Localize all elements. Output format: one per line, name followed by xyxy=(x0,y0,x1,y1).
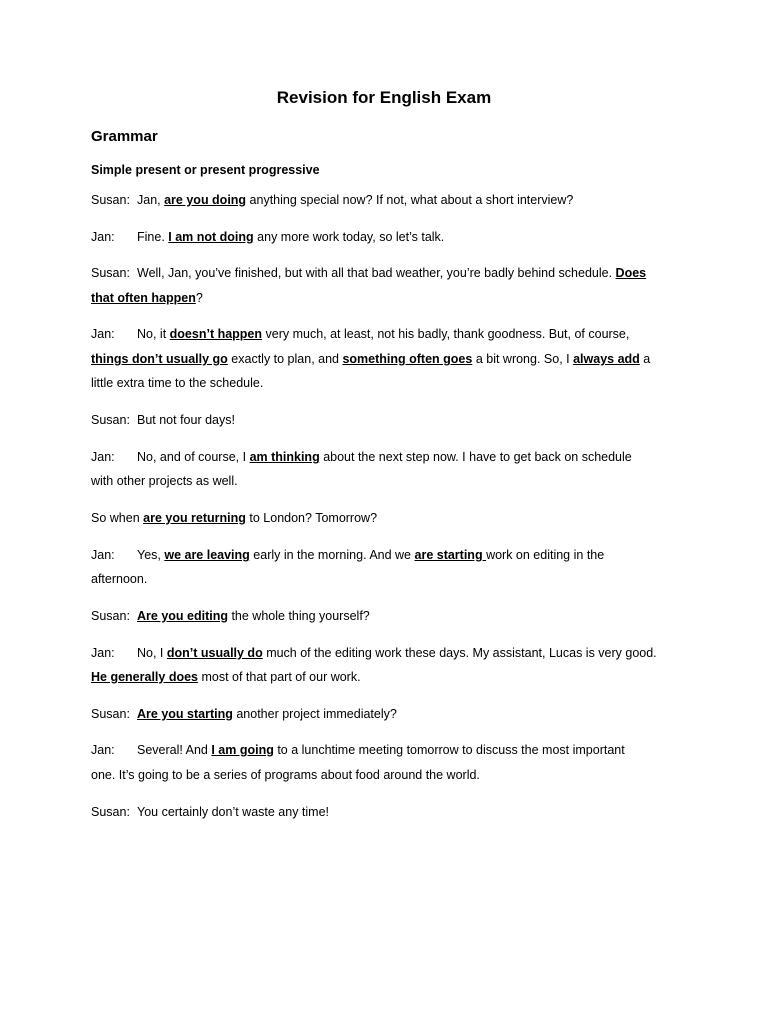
section-heading: Grammar xyxy=(91,128,158,145)
underlined-verb-phrase: I am not doing xyxy=(168,230,254,244)
line-text: about the next step now. I have to get back on schedule xyxy=(319,450,632,464)
dialogue-line xyxy=(91,411,235,429)
line-text: work on editing in the xyxy=(486,548,605,562)
underlined-verb-phrase: am thinking xyxy=(249,450,320,464)
line-text: Jan, xyxy=(137,193,165,207)
line-text: No, and of course, I xyxy=(137,450,250,464)
dialogue-line xyxy=(91,803,329,821)
speaker-label: Susan: xyxy=(91,413,130,427)
dialogue-line xyxy=(91,644,657,662)
line-text: another project immediately? xyxy=(232,707,397,721)
underlined-verb-phrase: I am going xyxy=(211,743,274,757)
dialogue-line xyxy=(91,741,625,759)
underlined-verb-phrase: doesn’t happen xyxy=(169,327,263,341)
speaker-label: Jan: xyxy=(91,646,115,660)
line-text: But not four days! xyxy=(137,413,235,427)
line-text: Fine. xyxy=(137,230,169,244)
underlined-verb-phrase: Are you editing xyxy=(137,609,228,623)
speaker-label: Susan: xyxy=(91,609,130,623)
dialogue-line xyxy=(91,350,650,368)
line-text: to a lunchtime meeting tomorrow to discuss the most important xyxy=(273,743,625,757)
dialogue-line xyxy=(91,472,238,490)
dialogue-line xyxy=(91,766,480,784)
line-text: No, I xyxy=(137,646,167,660)
underlined-verb-phrase: are you returning xyxy=(143,511,246,525)
dialogue-line xyxy=(91,325,629,343)
line-text: any more work today, so let’s talk. xyxy=(253,230,445,244)
dialogue-line xyxy=(91,191,573,209)
dialogue-line xyxy=(91,289,203,307)
underlined-verb-phrase: always add xyxy=(573,352,640,366)
underlined-verb-phrase: are you doing xyxy=(164,193,247,207)
dialogue-line xyxy=(91,607,370,625)
dialogue-line xyxy=(91,228,444,246)
line-text: to London? Tomorrow? xyxy=(245,511,378,525)
line-text: a bit wrong. So, I xyxy=(472,352,574,366)
line-text: Several! And xyxy=(137,743,212,757)
line-text: one. It’s going to be a series of programs about food around the world. xyxy=(91,768,480,782)
speaker-label: Jan: xyxy=(91,450,115,464)
line-text: So when xyxy=(91,511,144,525)
speaker-label: Susan: xyxy=(91,193,130,207)
speaker-label: Jan: xyxy=(91,743,115,757)
line-text: with other projects as well. xyxy=(91,474,238,488)
dialogue-line xyxy=(91,509,377,527)
underlined-verb-phrase: that often happen xyxy=(91,291,196,305)
dialogue-line xyxy=(91,264,646,282)
line-text: very much, at least, not his badly, thank goodness. But, of course, xyxy=(262,327,630,341)
underlined-verb-phrase: He generally does xyxy=(91,670,198,684)
line-text: exactly to plan, and xyxy=(227,352,343,366)
line-text: afternoon. xyxy=(91,572,148,586)
dialogue-line xyxy=(91,668,361,686)
line-text: most of that part of our work. xyxy=(198,670,361,684)
line-text: ? xyxy=(195,291,203,305)
line-text: much of the editing work these days. My assistant, Lucas is very good. xyxy=(262,646,657,660)
subheading: Simple present or present progressive xyxy=(91,163,320,177)
line-text: the whole thing yourself? xyxy=(227,609,370,623)
speaker-label: Jan: xyxy=(91,230,115,244)
underlined-verb-phrase: we are leaving xyxy=(164,548,250,562)
line-text: a xyxy=(639,352,651,366)
speaker-label: Jan: xyxy=(91,327,115,341)
line-text: early in the morning. And we xyxy=(249,548,415,562)
underlined-verb-phrase: don’t usually do xyxy=(166,646,263,660)
dialogue-line xyxy=(91,546,604,564)
underlined-verb-phrase: things don’t usually go xyxy=(91,352,228,366)
underlined-verb-phrase: are starting xyxy=(414,548,487,562)
dialogue-line xyxy=(91,570,147,588)
dialogue-line xyxy=(91,705,397,723)
speaker-label: Jan: xyxy=(91,548,115,562)
line-text: Yes, xyxy=(137,548,165,562)
underlined-verb-phrase: Does xyxy=(615,266,647,280)
dialogue-line xyxy=(91,448,632,466)
line-text: Well, Jan, you’ve finished, but with all that bad weather, you’re badly behind schedule. xyxy=(137,266,616,280)
speaker-label: Susan: xyxy=(91,707,130,721)
speaker-label: Susan: xyxy=(91,266,130,280)
speaker-label: Susan: xyxy=(91,805,130,819)
line-text: little extra time to the schedule. xyxy=(91,376,264,390)
underlined-verb-phrase: something often goes xyxy=(342,352,473,366)
dialogue-line xyxy=(91,374,263,392)
line-text: anything special now? If not, what about a short interview? xyxy=(246,193,574,207)
line-text: You certainly don’t waste any time! xyxy=(137,805,330,819)
document-title: Revision for English Exam xyxy=(276,88,492,107)
underlined-verb-phrase: Are you starting xyxy=(137,707,233,721)
line-text: No, it xyxy=(137,327,170,341)
